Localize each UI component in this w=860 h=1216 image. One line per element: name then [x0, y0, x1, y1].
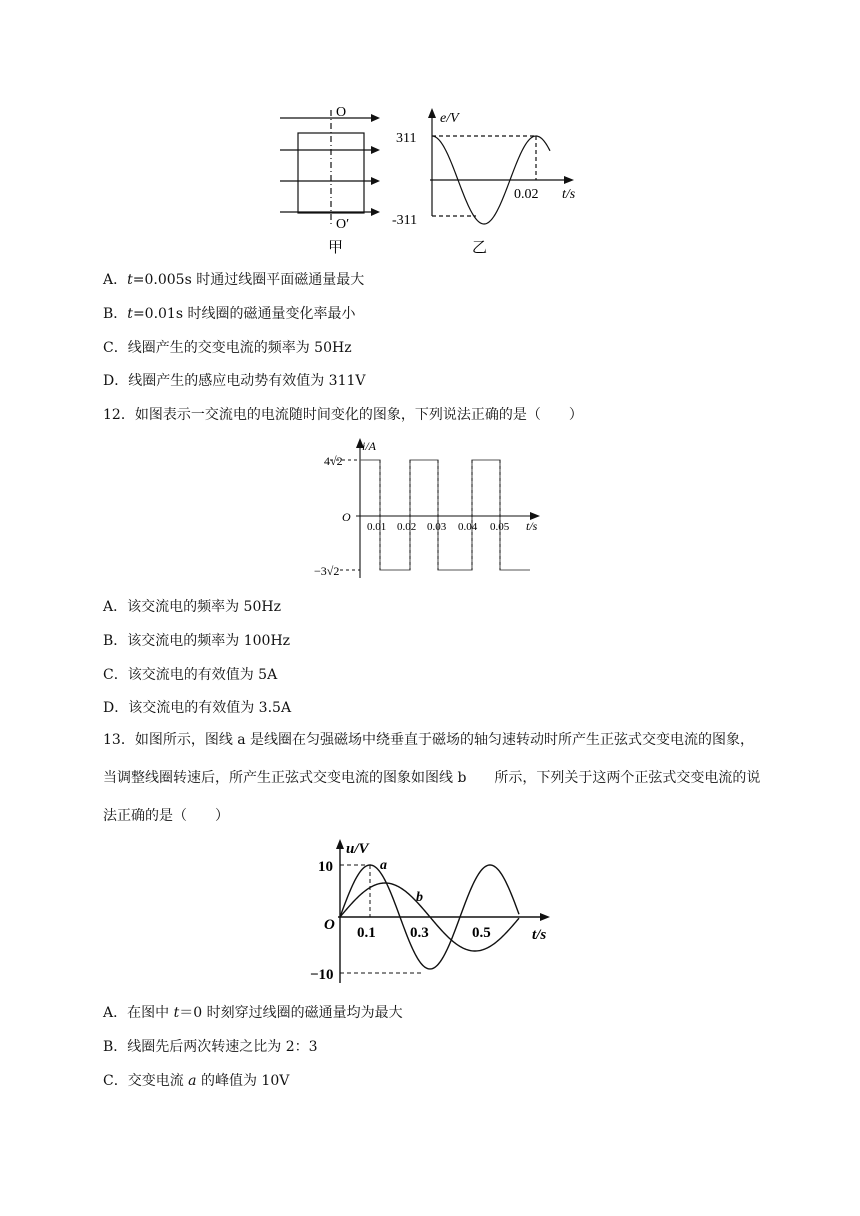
q12-option-c: C．该交流电的有效值为 5A [103, 667, 278, 683]
square-wave [360, 460, 530, 570]
y-pos-label: 10 [318, 859, 333, 875]
axis-top-label: O [336, 105, 347, 120]
q13-option-c [103, 1070, 289, 1090]
option-variable: a [188, 1073, 197, 1089]
option-text: 在图中 [127, 1005, 174, 1021]
q11-option-c [103, 337, 352, 357]
tick-label: 0.3 [410, 925, 429, 941]
tick-label: 0.1 [357, 925, 376, 941]
t-arrow [564, 176, 574, 184]
t-axis-label: t/s [526, 519, 538, 533]
q13-option-a [103, 1002, 403, 1022]
option-text: 的峰值为 10V [196, 1073, 290, 1089]
option-letter: B． [103, 306, 128, 322]
pos-level-label: 4√2 [324, 454, 343, 468]
curve-b-label: b [416, 890, 423, 905]
curve-a-label: a [380, 858, 387, 873]
option-text: 线圈先后两次转速之比为 2：3 [127, 1039, 318, 1055]
axis-bottom-label: O′ [336, 217, 350, 232]
y-arrow [336, 839, 344, 849]
option-text: =0.01s 时线圈的磁通量变化率最小 [132, 306, 356, 322]
figure-13 [310, 835, 570, 985]
peak-label: 311 [396, 131, 417, 146]
y-axis-label: e/V [440, 111, 459, 126]
emf-graph [430, 116, 566, 224]
guides [340, 865, 422, 973]
q12-option-a: A．该交流电的频率为 50Hz [103, 599, 281, 615]
neg-level-label: −3√2 [314, 564, 340, 578]
option-letter: B． [103, 1039, 128, 1055]
option-text: ＝0 时刻穿过线圈的磁通量均为最大 [179, 1005, 403, 1021]
t-axis-label: t/s [532, 927, 547, 943]
option-variable: t [127, 272, 133, 288]
trough-label: -311 [392, 213, 418, 228]
option-variable: t [127, 306, 133, 322]
q11-option-b [103, 303, 355, 323]
y-axis-label: u/V [346, 841, 369, 857]
tick-label: 0.04 [458, 521, 478, 533]
q12-option-b: B．该交流电的频率为 100Hz [103, 633, 291, 649]
q13-stem: 13．如图所示，图线 a 是线圈在匀强磁场中绕垂直于磁场的轴匀速转动时所产生正弦式交变电流的图象，当调整线圈转速后，所产生正弦式交变电流的图象如图线 b 所示，下列关于这两个正弦式交变电流的说法正确的是（ ） [103, 732, 761, 824]
level-dashes [380, 460, 500, 570]
option-letter: A． [103, 272, 128, 288]
t-arrow [540, 913, 550, 921]
q12-stem: 12．如图表示一交流电的电流随时间变化的图象，下列说法正确的是（ ） [103, 407, 583, 423]
option-letter: C． [103, 340, 128, 356]
figure-11 [270, 100, 600, 260]
option-text: 线圈产生的感应电动势有效值为 311V [128, 373, 366, 389]
tick-label: 0.5 [472, 925, 491, 941]
option-text: 线圈产生的交变电流的频率为 50Hz [127, 340, 352, 356]
origin-label: O [324, 917, 335, 933]
option-text: =0.005s 时通过线圈平面磁通量最大 [132, 272, 365, 288]
figure-12 [310, 432, 560, 582]
caption-yi: 乙 [472, 240, 488, 256]
coil-diagram [280, 110, 372, 226]
y-arrow [428, 108, 436, 118]
tick-label: 0.03 [427, 521, 447, 533]
option-letter: D． [103, 373, 129, 389]
option-letter: A． [103, 1005, 128, 1021]
tick-label: 0.01 [367, 521, 387, 533]
y-axis-label: i/A [362, 439, 376, 453]
caption-jia: 甲 [328, 240, 344, 256]
tick-label: 0.05 [490, 521, 510, 533]
tick-label: 0.02 [514, 187, 539, 202]
tick-label: 0.02 [397, 521, 417, 533]
field-arrowheads [371, 114, 380, 216]
option-text: 交变电流 [127, 1073, 189, 1089]
t-axis-label: t/s [562, 187, 576, 202]
y-neg-label: −10 [310, 967, 334, 983]
q11-option-d [103, 370, 366, 390]
option-variable: t [173, 1005, 180, 1021]
q12-option-d: D．该交流电的有效值为 3.5A [103, 700, 292, 716]
origin-label: O [342, 510, 351, 524]
q11-option-a [103, 269, 364, 289]
option-letter: C． [103, 1073, 128, 1089]
q13-option-b [103, 1036, 318, 1056]
